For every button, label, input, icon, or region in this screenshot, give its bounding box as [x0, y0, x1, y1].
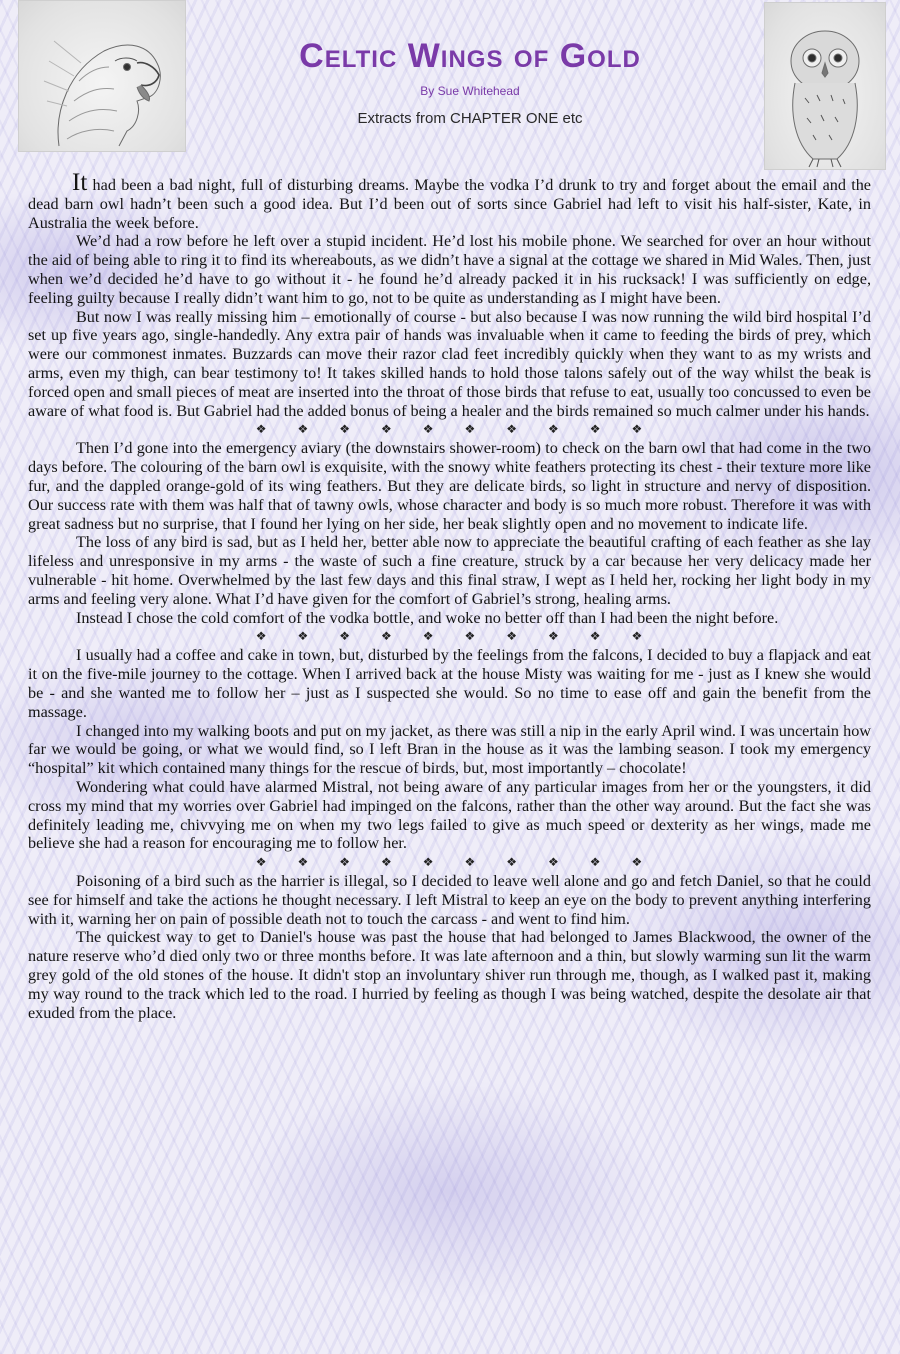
paragraph: Wondering what could have alarmed Mistral, not being aware of any particular images from her or the youngsters, it did cross my mind that my worries over Gabriel had impinged on the falcons, rather than the other way around. But the fact she was definitely leading me, chivvying me on when my two legs failed to give as much speed or dexterity as her wings, made me believe she had a reason for encouraging me to follow her.: [28, 777, 871, 853]
eagle-sketch-image: [18, 0, 186, 152]
section-divider: ❖❖❖❖❖❖❖❖❖❖: [255, 422, 674, 437]
owl-sketch-image: [764, 2, 886, 170]
paragraph: It had been a bad night, full of disturbing dreams. Maybe the vodka I’d drunk to try and forget about the email and the dead barn owl hadn’t been such a good idea. But I’d been out of sorts since Gabriel had left to visit his half-sister, Kate, in Australia the week before.: [28, 169, 871, 232]
paragraph: But now I was really missing him – emotionally of course - but also because I was now running the wild bird hospital I’d set up five years ago, single-handedly. Any extra pair of hands was invaluable when it came to feeding the birds of prey, which were our commonest inmates. Buzzards can move their razor clad feet incredibly quickly when they want to as my wrists and arms, even my thigh, can bear testimony to! It takes skilled hands to hold those talons safely out of the way whilst the beak is forced open and small pieces of meat are inserted into the throat of those birds that refuse to eat, usually too concussed to even be aware of what food is. But Gabriel had the added bonus of being a healer and the birds remained so much calmer under his hands.: [28, 307, 871, 420]
page-header: [190, 34, 750, 127]
page-title: Celtic Wings of Gold: [299, 37, 641, 75]
section-divider: ❖❖❖❖❖❖❖❖❖❖: [255, 855, 674, 870]
section-divider: ❖❖❖❖❖❖❖❖❖❖: [255, 629, 674, 644]
paragraph: Instead I chose the cold comfort of the vodka bottle, and woke no better off than I had been the night before.: [76, 608, 779, 627]
drop-cap: It: [72, 169, 88, 196]
paragraph: We’d had a row before he left over a stupid incident. He’d lost his mobile phone. We searched for over an hour without the aid of being able to ring it to find its whereabouts, as we didn’t have a signal at the cottage we shared in Mid Wales. Then, just when we’d decided he’d have to go without it - he found he’d already packed it in his rucksack! I was sufficiently on edge, feeling guilty because I really didn’t want him to go, not to be quite as understanding as I might have been.: [28, 232, 871, 307]
author-byline: By Sue Whitehead: [420, 84, 520, 98]
paragraph: I changed into my walking boots and put on my jacket, as there was still a nip in the early April wind. I was uncertain how far we would be going, or what we would find, so I left Bran in the house as it was the lambing season. I took my emergency “hospital” kit which contained many things for the rescue of birds, but, most importantly – chocolate!: [28, 721, 871, 778]
paragraph: I usually had a coffee and cake in town, but, disturbed by the feelings from the falcons, I decided to buy a flapjack and eat it on the five-mile journey to the cottage. When I arrived back at the house Misty was waiting for me - just as I knew she would be - and she wanted me to follow her – just as I suspected she would. So no time to ease off and gain the benefit from the massage.: [28, 646, 871, 721]
paragraph: The loss of any bird is sad, but as I held her, better able now to appreciate the beautiful crafting of each feather as she lay lifeless and unresponsive in my arms - the waste of such a fine creature, struck by a car because her very delicacy made her vulnerable - hit home. Overwhelmed by the last few days and this final straw, I wept as I held her, rocking her light body in my arms and feeling very alone. What I’d have given for the comfort of Gabriel’s strong, healing arms.: [28, 533, 871, 608]
chapter-note: Extracts from CHAPTER ONE etc: [357, 110, 583, 127]
paragraph: Poisoning of a bird such as the harrier is illegal, so I decided to leave well alone and go and fetch Daniel, so that he could see for himself and take the actions he thought necessary. I left Mistral to keep an eye on the body to prevent anything interfering with it, warning her on pain of possible death not to touch the carcass - and went to find him.: [28, 872, 871, 928]
paragraph: Then I’d gone into the emergency aviary (the downstairs shower-room) to check on the barn owl that had come in the two days before. The colouring of the barn owl is exquisite, with the snowy white feathers protecting its chest - their texture more like fur, and the dappled orange-gold of its wing feathers. But they are delicate birds, so light in structure and nervy of disposition. Our success rate with them was half that of tawny owls, whose character and body is so much more robust. Therefore it was with great sadness but no surprise, that I found her lying on her side, her beak slightly open and no movement to indicate life.: [28, 439, 871, 533]
story-text: [28, 169, 871, 1022]
paragraph: The quickest way to get to Daniel's house was past the house that had belonged to James Blackwood, the owner of the nature reserve who’d died only two or three months before. It was late afternoon and a thin, but slowly warming sun lit the warm grey gold of the old stones of the house. It didn't stop an involuntary shiver run through me, though, as I walked past it, making my way round to the track which led to the road. I hurried by feeling as though I was being watched, despite the desolate air that exuded from the place.: [28, 928, 871, 1022]
